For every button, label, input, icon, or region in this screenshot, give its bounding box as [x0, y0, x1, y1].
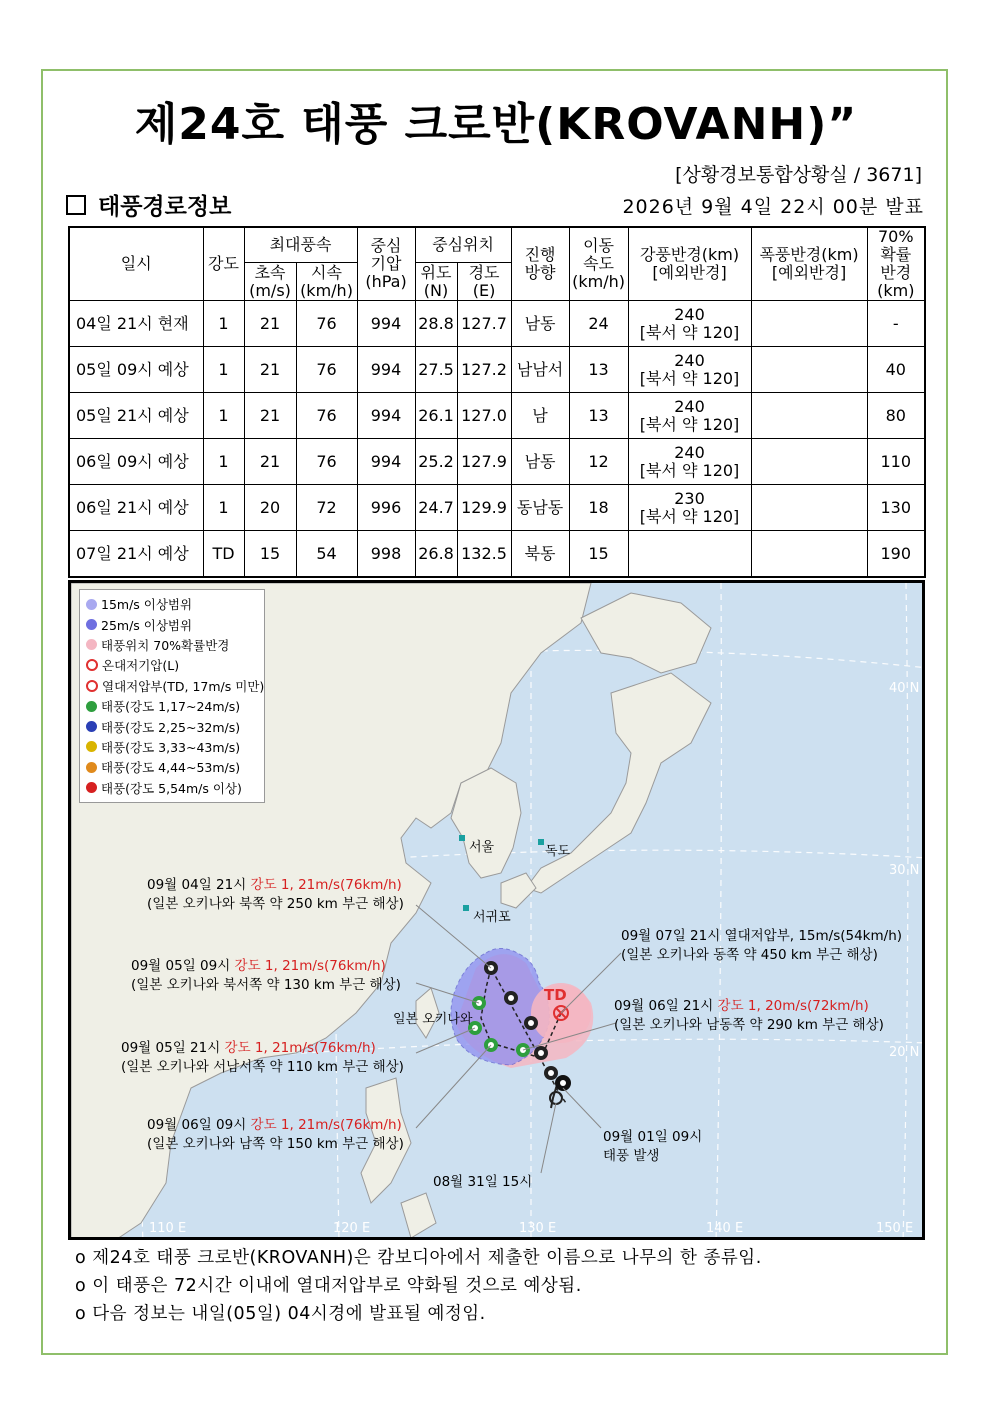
cell-storm: [751, 301, 867, 347]
cell-lon: 127.2: [457, 347, 511, 393]
cell-lon: 129.9: [457, 485, 511, 531]
annotation-0109: 09월 01일 09시 태풍 발생: [603, 1129, 703, 1164]
dokdo-marker: [538, 839, 544, 845]
cell-strong: [628, 531, 751, 578]
cell-strong: [628, 485, 751, 531]
place-okinawa: 일본 오키나와: [393, 1012, 473, 1027]
cell-storm: [751, 393, 867, 439]
legend-label: 태풍(강도 2,25~32m/s): [101, 719, 241, 735]
cell-wind-kmh: 54: [296, 531, 357, 578]
lat-label-30: 30 N: [889, 863, 920, 878]
legend-item: [86, 676, 265, 696]
header-strong-radius: 강풍반경(km) [예외반경]: [628, 227, 751, 301]
legend-item: [86, 737, 258, 757]
header-datetime: 일시: [69, 227, 203, 301]
cell-prob: 110: [867, 439, 925, 485]
place-dokdo: 독도: [545, 844, 571, 859]
table-row: [69, 393, 925, 439]
cell-wind-ms: 20: [244, 485, 296, 531]
legend-marker-icon: [86, 659, 98, 671]
cell-lat: 28.8: [415, 301, 457, 347]
legend-marker-icon: [86, 721, 97, 732]
legend-label: 열대저압부(TD, 17m/s 미만): [102, 678, 265, 694]
typhoon-symbol-past-2: [524, 1016, 538, 1030]
issuing-office: [상황경보통합상황실 / 3671]: [675, 164, 922, 186]
table-row: [69, 347, 925, 393]
cell-intensity: TD: [203, 531, 244, 578]
cell-wind-ms: 21: [244, 393, 296, 439]
section-heading: [66, 188, 231, 221]
annotation-0421: 09월 04일 21시 강도 1, 21m/s(76km/h) (일본 오키나와 북쪽 약 250 km 부근 해상): [147, 877, 404, 912]
header-wind-ms: 초속 (m/s): [244, 263, 296, 301]
note-line: o 다음 정보는 내일(05일) 04시경에 발표될 예정임.: [75, 1304, 486, 1324]
cell-intensity: 1: [203, 347, 244, 393]
cell-lat: 26.1: [415, 393, 457, 439]
place-seogwipo: 서귀포: [473, 910, 511, 925]
cell-wind-kmh: 76: [296, 347, 357, 393]
header-direction: 진행 방향: [511, 227, 569, 301]
cell-datetime: 06일 21시 예상: [69, 485, 203, 531]
legend-marker-icon: [86, 701, 97, 712]
header-center: 중심위치: [415, 227, 511, 263]
table-row: [69, 439, 925, 485]
legend-label: 15m/s 이상범위: [101, 597, 193, 613]
cell-direction: 동남동: [511, 485, 569, 531]
section-label: 태풍경로정보: [98, 194, 232, 220]
header-lon: 경도 (E): [457, 263, 511, 301]
header-prob-radius: 70% 확률 반경 (km): [867, 227, 925, 301]
cell-speed: 12: [569, 439, 628, 485]
legend-label: 태풍(강도 4,44~53m/s): [101, 760, 241, 776]
cell-lon: 127.0: [457, 393, 511, 439]
notes: [75, 1244, 762, 1328]
cell-datetime: 06일 09시 예상: [69, 439, 203, 485]
cell-datetime: 05일 21시 예상: [69, 393, 203, 439]
cell-pressure: 998: [357, 531, 415, 578]
map-legend: [79, 589, 265, 803]
legend-marker-icon: [86, 782, 97, 793]
strong-radius-value: 240: [674, 304, 705, 324]
typhoon-track-map: [68, 580, 925, 1240]
legend-marker-icon: [86, 680, 98, 692]
note-line: o 이 태풍은 72시간 이내에 열대저압부로 약화될 것으로 예상됨.: [75, 1276, 582, 1296]
legend-label: 태풍(강도 5,54m/s 이상): [101, 780, 242, 796]
cell-intensity: 1: [203, 301, 244, 347]
place-seoul: 서울: [469, 840, 495, 855]
typhoon-symbol-past-3: [534, 1046, 548, 1060]
legend-marker-icon: [86, 619, 97, 630]
strong-radius-exception: [북서 약 120]: [639, 322, 740, 342]
cell-wind-ms: 21: [244, 347, 296, 393]
annotation-0509: 09월 05일 09시 강도 1, 21m/s(76km/h) (일본 오키나와 북서쪽 약 130 km 부근 해상): [131, 958, 401, 993]
legend-item: [86, 716, 258, 736]
legend-label: 태풍위치 70%확률반경: [101, 637, 230, 653]
legend-label: 태풍(강도 1,17~24m/s): [101, 699, 241, 715]
cell-strong: [628, 439, 751, 485]
annotation-0621: 09월 06일 21시 강도 1, 20m/s(72km/h) (일본 오키나와 남동쪽 약 290 km 부근 해상): [614, 998, 884, 1033]
page-title: 제24호 태풍 크로반(KROVANH)”: [134, 99, 858, 150]
legend-item: [86, 778, 258, 798]
header-storm-radius: 폭풍반경(km) [예외반경]: [751, 227, 867, 301]
table-row: [69, 485, 925, 531]
table-row: [69, 531, 925, 578]
cell-wind-ms: 21: [244, 301, 296, 347]
issue-time: 2026년 9월 4일 22시 00분 발표: [622, 196, 924, 218]
cell-storm: [751, 531, 867, 578]
cell-datetime: 05일 09시 예상: [69, 347, 203, 393]
cell-intensity: 1: [203, 485, 244, 531]
legend-marker-icon: [86, 741, 97, 752]
cell-strong: [628, 347, 751, 393]
legend-item: [86, 655, 258, 675]
cell-wind-kmh: 76: [296, 439, 357, 485]
legend-item: [86, 635, 258, 655]
cell-lat: 24.7: [415, 485, 457, 531]
legend-marker-icon: [86, 762, 97, 773]
header-max-wind: 최대풍속: [244, 227, 357, 263]
header-intensity: 강도: [203, 227, 244, 301]
cell-strong: [628, 301, 751, 347]
legend-item: [86, 757, 258, 777]
typhoon-symbol-past-1: [504, 991, 518, 1005]
cell-prob: 190: [867, 531, 925, 578]
seogwipo-marker: [463, 905, 469, 911]
seoul-marker: [459, 835, 465, 841]
typhoon-symbol-past-4: [544, 1066, 558, 1080]
legend-label: 태풍(강도 3,33~43m/s): [101, 739, 241, 755]
strong-radius-exception: [북서 약 120]: [639, 506, 740, 526]
header-wind-kmh: 시속 (km/h): [296, 263, 357, 301]
cell-direction: 북동: [511, 531, 569, 578]
cell-lat: 25.2: [415, 439, 457, 485]
cell-speed: 13: [569, 347, 628, 393]
cell-wind-ms: 15: [244, 531, 296, 578]
legend-item: [86, 614, 258, 634]
cell-storm: [751, 485, 867, 531]
strong-radius-value: 230: [674, 488, 705, 508]
legend-item: [86, 696, 258, 716]
cell-lon: 132.5: [457, 531, 511, 578]
cell-direction: 남동: [511, 301, 569, 347]
legend-item: [86, 594, 258, 614]
cell-pressure: 994: [357, 347, 415, 393]
table-row: [69, 301, 925, 347]
strong-radius-exception: [북서 약 120]: [639, 414, 740, 434]
lon-label-130: 130 E: [519, 1221, 557, 1236]
td-label: TD: [544, 986, 567, 1004]
cell-direction: 남남서: [511, 347, 569, 393]
lat-label-40: 40 N: [889, 681, 920, 696]
cell-lat: 26.8: [415, 531, 457, 578]
cell-direction: 남: [511, 393, 569, 439]
cell-lat: 27.5: [415, 347, 457, 393]
legend-marker-icon: [86, 639, 97, 650]
cell-prob: -: [867, 301, 925, 347]
annotation-0831: 08월 31일 15시: [433, 1174, 533, 1190]
cell-direction: 남동: [511, 439, 569, 485]
cell-storm: [751, 439, 867, 485]
typhoon-track-table: [68, 226, 926, 578]
cell-speed: 13: [569, 393, 628, 439]
strong-radius-value: 240: [674, 350, 705, 370]
lon-label-140: 140 E: [706, 1221, 744, 1236]
annotation-0609: 09월 06일 09시 강도 1, 21m/s(76km/h) (일본 오키나와 남쪽 약 150 km 부근 해상): [147, 1117, 404, 1152]
cell-intensity: 1: [203, 393, 244, 439]
cell-wind-ms: 21: [244, 439, 296, 485]
cell-pressure: 994: [357, 439, 415, 485]
cell-speed: 18: [569, 485, 628, 531]
cell-pressure: 994: [357, 393, 415, 439]
cell-datetime: 04일 21시 현재: [69, 301, 203, 347]
cell-speed: 15: [569, 531, 628, 578]
header-lat: 위도 (N): [415, 263, 457, 301]
header-speed: 이동 속도 (km/h): [569, 227, 628, 301]
header-pressure: 중심 기압 (hPa): [357, 227, 415, 301]
cell-lon: 127.9: [457, 439, 511, 485]
annotation-0721: 09월 07일 21시 열대저압부, 15m/s(54km/h) (일본 오키나와 동쪽 약 450 km 부근 해상): [621, 928, 903, 963]
cell-intensity: 1: [203, 439, 244, 485]
strong-radius-exception: [북서 약 120]: [639, 460, 740, 480]
lat-label-20: 20 N: [889, 1045, 920, 1060]
cell-wind-kmh: 76: [296, 393, 357, 439]
legend-label: 온대저기압(L): [102, 658, 180, 674]
legend-marker-icon: [86, 599, 97, 610]
cell-strong: [628, 393, 751, 439]
cell-wind-kmh: 72: [296, 485, 357, 531]
cell-wind-kmh: 76: [296, 301, 357, 347]
strong-radius-value: 240: [674, 442, 705, 462]
legend-label: 25m/s 이상범위: [101, 617, 193, 633]
annotation-0521: 09월 05일 21시 강도 1, 21m/s(76km/h) (일본 오키나와 서남서쪽 약 110 km 부근 해상): [121, 1040, 404, 1075]
lon-label-120: 120 E: [333, 1221, 371, 1236]
cell-pressure: 994: [357, 301, 415, 347]
cell-lon: 127.7: [457, 301, 511, 347]
cell-datetime: 07일 21시 예상: [69, 531, 203, 578]
cell-prob: 80: [867, 393, 925, 439]
checkbox-square-icon: [66, 195, 86, 215]
lon-label-150: 150 E: [876, 1221, 914, 1236]
strong-radius-value: 240: [674, 396, 705, 416]
note-line: o 제24호 태풍 크로반(KROVANH)은 캄보디아에서 제출한 이름으로 나무의 한 종류임.: [75, 1248, 762, 1268]
cell-pressure: 996: [357, 485, 415, 531]
cell-storm: [751, 347, 867, 393]
strong-radius-exception: [북서 약 120]: [639, 368, 740, 388]
lon-label-110: 110 E: [149, 1221, 187, 1236]
cell-speed: 24: [569, 301, 628, 347]
cell-prob: 40: [867, 347, 925, 393]
cell-prob: 130: [867, 485, 925, 531]
